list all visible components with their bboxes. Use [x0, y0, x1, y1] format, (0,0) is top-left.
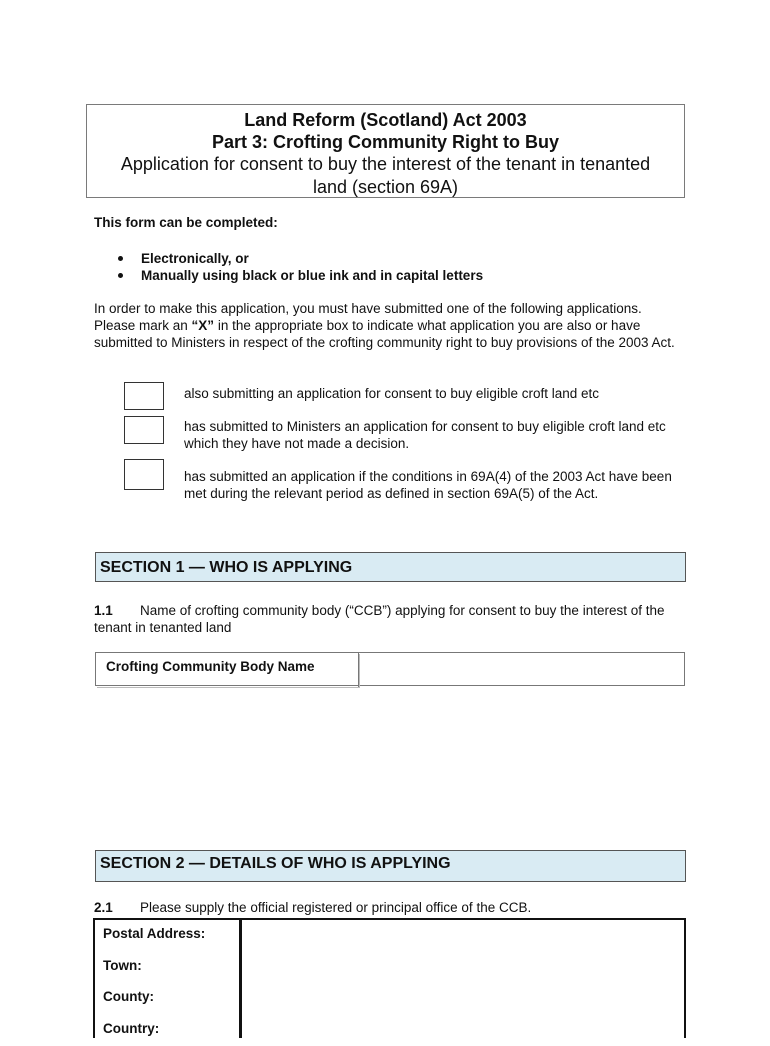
bullet-icon: [118, 256, 123, 261]
act-title: Land Reform (Scotland) Act 2003: [87, 109, 684, 131]
address-table: [93, 918, 686, 1038]
question-number: 1.1: [94, 602, 140, 619]
completion-methods-list: [116, 250, 483, 284]
option-checkbox[interactable]: [124, 416, 164, 444]
mark-symbol: “X”: [192, 318, 215, 333]
option-checkbox[interactable]: [124, 459, 164, 490]
country-label: Country:: [95, 1015, 239, 1046]
question-text: Please supply the official registered or principal office of the CCB.: [140, 900, 531, 915]
question-text: Name of crofting community body (“CCB”) applying for consent to buy the interest of the tenant in tenanted land: [94, 603, 665, 635]
application-title: Application for consent to buy the interest of the tenant in tenanted land (section 69A): [87, 153, 684, 199]
address-labels: [95, 920, 242, 1038]
completion-heading: This form can be completed:: [94, 215, 278, 230]
option-label: has submitted an application if the conditions in 69A(4) of the 2003 Act have been met during the relevant period as defined in section 69A(5) of the Act.: [184, 468, 684, 502]
option-label: also submitting an application for consent to buy eligible croft land etc: [184, 385, 684, 402]
list-item: Electronically, or: [116, 250, 483, 267]
section-2-header: SECTION 2 — DETAILS OF WHO IS APPLYING: [95, 850, 686, 882]
question-number: 2.1: [94, 899, 140, 916]
part-title: Part 3: Crofting Community Right to Buy: [87, 131, 684, 153]
instructions-paragraph: In order to make this application, you must have submitted one of the following applications. Please mark an “X” in the appropriate box to indicate what application you are also or have submitted to Ministers in respect of the crofting community right to buy provisions of the 2003 Act.: [94, 300, 684, 351]
option-label: has submitted to Ministers an application for consent to buy eligible croft land etc which they have not made a decision.: [184, 418, 684, 452]
question-2-1: [94, 899, 684, 916]
section-1-header: SECTION 1 — WHO IS APPLYING: [95, 552, 686, 582]
town-label: Town:: [95, 952, 239, 984]
ccb-name-field[interactable]: [360, 653, 684, 685]
list-item: Manually using black or blue ink and in capital letters: [116, 267, 483, 284]
ccb-name-label: Crofting Community Body Name: [96, 653, 359, 687]
county-label: County:: [95, 983, 239, 1015]
question-1-1: [94, 602, 684, 636]
ccb-name-table: [95, 652, 685, 686]
option-checkbox[interactable]: [124, 382, 164, 410]
bullet-icon: [118, 273, 123, 278]
postal-address-label: Postal Address:: [95, 920, 239, 952]
form-title-box: [86, 104, 685, 198]
